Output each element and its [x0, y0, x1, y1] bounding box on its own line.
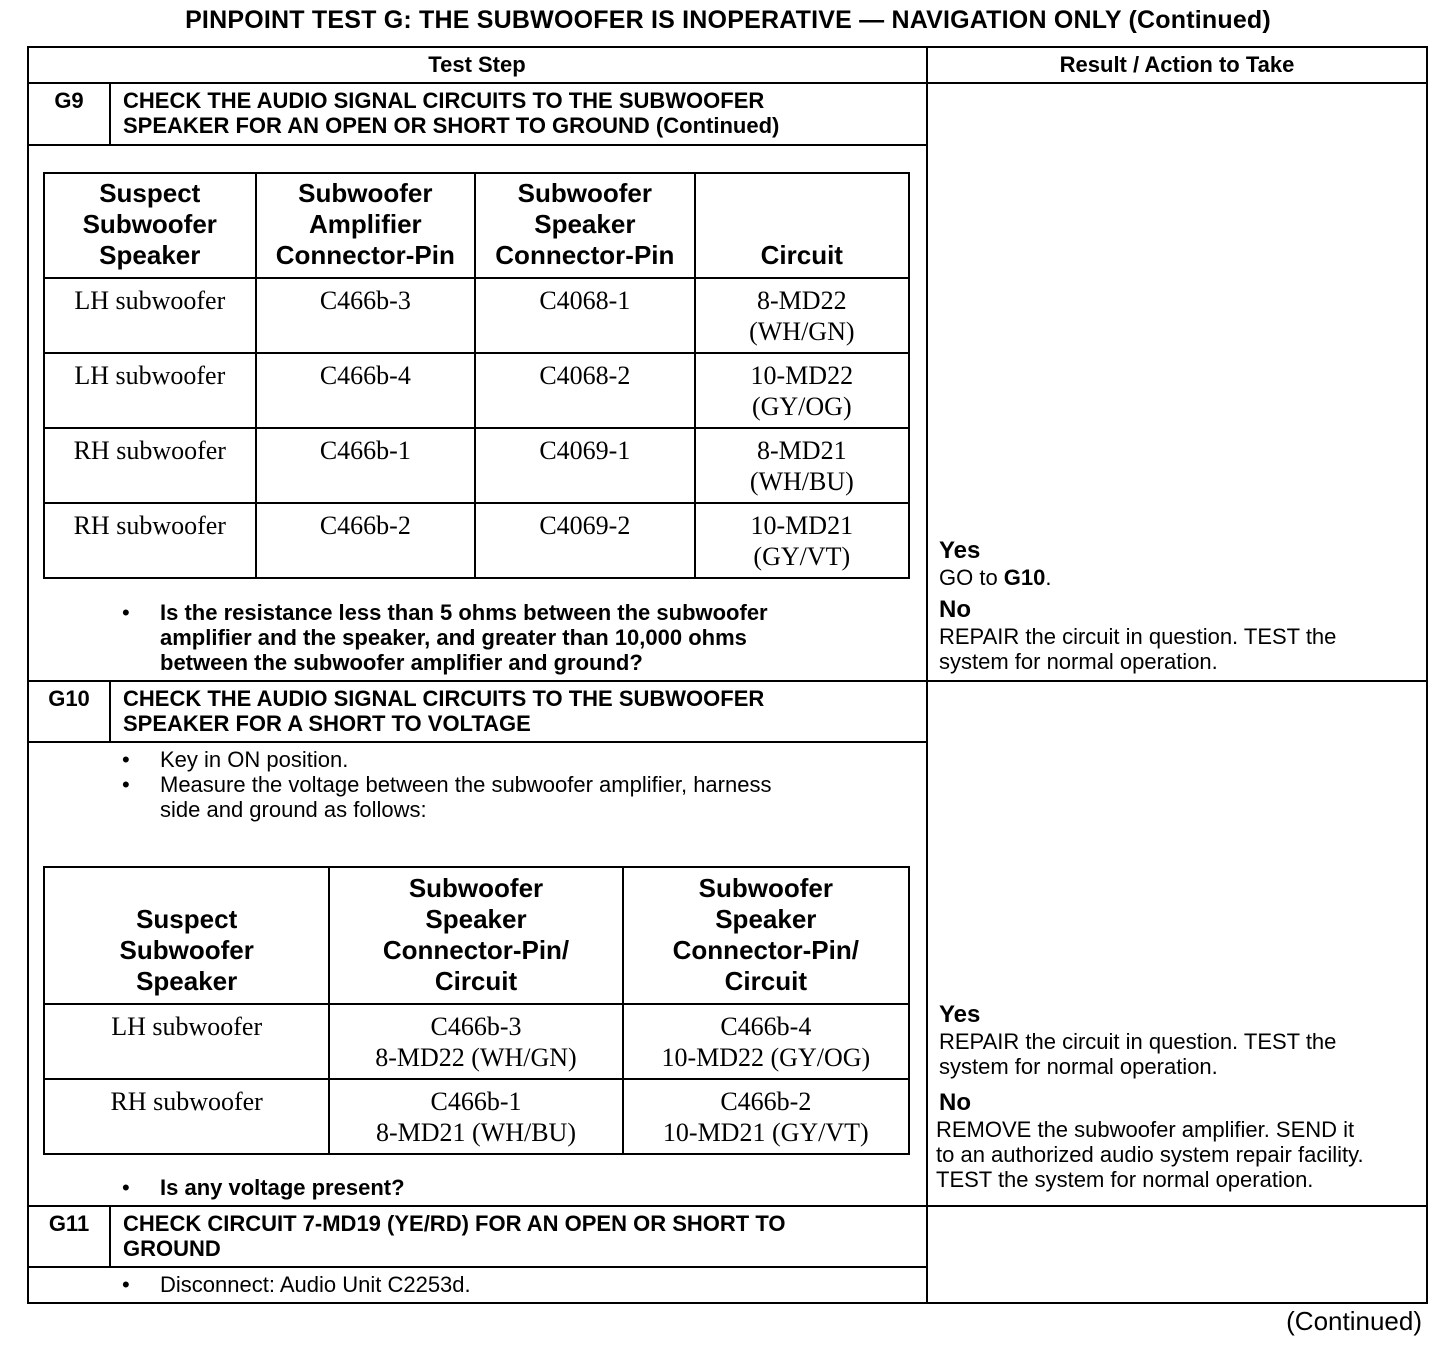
table-cell: C466b-4 [256, 353, 476, 428]
table-cell: LH subwoofer [44, 278, 256, 353]
g9-title-bottom [27, 144, 927, 146]
g9-no-action: REPAIR the circuit in question. TEST the system for normal operation. [939, 624, 1337, 674]
bullet: • [122, 747, 130, 772]
table-row [44, 1079, 909, 1154]
table-cell: 10-MD22 (GY/OG) [695, 353, 909, 428]
g9-title-line1: CHECK THE AUDIO SIGNAL CIRCUITS TO THE SUBWOOFER [123, 88, 765, 113]
step-number-g9: G9 [54, 88, 84, 113]
table-cell: 8-MD21 (WH/BU) [695, 428, 909, 503]
frame-left [27, 46, 29, 1304]
g10-title-bottom [27, 741, 927, 743]
table-row [44, 1004, 909, 1079]
g11-bullet-disconnect: Disconnect: Audio Unit C2253d. [160, 1272, 471, 1297]
g10-g11-divider [27, 1205, 1428, 1207]
table-cell: C466b-4 10-MD22 (GY/OG) [623, 1004, 909, 1079]
bullet: • [122, 600, 130, 625]
g9-resistance-table [43, 172, 910, 579]
g10-yes-label: Yes [939, 1001, 981, 1028]
g9-col-circuit: Circuit [695, 173, 909, 278]
g11-number-divider [109, 1206, 111, 1267]
frame-top [27, 46, 1428, 48]
g9-title-line2: SPEAKER FOR AN OPEN OR SHORT TO GROUND (Continued) [123, 113, 780, 138]
frame-column-divider [926, 46, 928, 1304]
table-cell: C466b-2 10-MD21 (GY/VT) [623, 1079, 909, 1154]
table-cell: RH subwoofer [44, 428, 256, 503]
table-cell: C466b-1 [256, 428, 476, 503]
table-row [44, 503, 909, 578]
g10-col-speaker-pin-2: Subwoofer Speaker Connector-Pin/ Circuit [623, 867, 909, 1004]
table-row [44, 428, 909, 503]
g10-number-divider [109, 681, 111, 742]
table-cell: C466b-3 [256, 278, 476, 353]
g11-title: CHECK CIRCUIT 7-MD19 (YE/RD) FOR AN OPEN OR SHORT TO GROUND [123, 1211, 786, 1261]
g10-yes-action: REPAIR the circuit in question. TEST the system for normal operation. [939, 1029, 1337, 1079]
header-test-step: Test Step [428, 52, 526, 77]
g9-yes-action: GO to G10. [939, 565, 1052, 590]
page-title: PINPOINT TEST G: THE SUBWOOFER IS INOPERATIVE — NAVIGATION ONLY (Continued) [185, 6, 1271, 34]
frame-bottom [27, 1302, 1428, 1304]
g9-result [939, 537, 1419, 674]
table-cell: 8-MD22 (WH/GN) [695, 278, 909, 353]
g10-bullet-key-on: Key in ON position. [160, 747, 349, 772]
g10-table-header-row [44, 867, 909, 1004]
table-cell: C4069-1 [475, 428, 695, 503]
g9-no-label: No [939, 596, 971, 623]
frame-right [1426, 46, 1428, 1304]
g10-col-suspect-speaker: Suspect Subwoofer Speaker [44, 867, 329, 1004]
g11-title-bottom [27, 1266, 927, 1268]
g9-title [123, 88, 923, 138]
g9-col-amplifier-pin: Subwoofer Amplifier Connector-Pin [256, 173, 476, 278]
bullet: • [122, 1175, 130, 1200]
continued-footer: (Continued) [1286, 1306, 1422, 1336]
g9-question: Is the resistance less than 5 ohms between the subwoofer amplifier and the speaker, and greater than 10,000 ohms between the subwoofer amplifier and ground? [160, 600, 768, 675]
frame-header-bottom [27, 82, 1428, 84]
g9-col-speaker-pin: Subwoofer Speaker Connector-Pin [475, 173, 695, 278]
table-cell: RH subwoofer [44, 1079, 329, 1154]
table-cell: C4069-2 [475, 503, 695, 578]
g10-voltage-table [43, 866, 910, 1155]
g10-no-action: REMOVE the subwoofer amplifier. SEND it to an authorized audio system repair facility. TEST the system for normal operation. [936, 1117, 1364, 1192]
bullet: • [122, 1272, 130, 1297]
table-cell: C466b-1 8-MD21 (WH/BU) [329, 1079, 622, 1154]
step-number-g10: G10 [48, 686, 90, 711]
g10-result [936, 1001, 1419, 1192]
g9-g10-divider [27, 680, 1428, 682]
table-cell: C466b-3 8-MD22 (WH/GN) [329, 1004, 622, 1079]
g9-number-divider [109, 83, 111, 145]
table-cell: C4068-2 [475, 353, 695, 428]
table-row [44, 278, 909, 353]
table-row [44, 353, 909, 428]
g10-bullet-measure: Measure the voltage between the subwoofer amplifier, harness side and ground as follows: [160, 772, 772, 822]
g10-question: Is any voltage present? [160, 1175, 405, 1200]
table-cell: C466b-2 [256, 503, 476, 578]
table-cell: C4068-1 [475, 278, 695, 353]
g10-col-speaker-pin-1: Subwoofer Speaker Connector-Pin/ Circuit [329, 867, 622, 1004]
table-cell: LH subwoofer [44, 1004, 329, 1079]
g10-title: CHECK THE AUDIO SIGNAL CIRCUITS TO THE SUBWOOFER SPEAKER FOR A SHORT TO VOLTAGE [123, 686, 765, 736]
table-cell: 10-MD21 (GY/VT) [695, 503, 909, 578]
table-cell: LH subwoofer [44, 353, 256, 428]
header-result: Result / Action to Take [1059, 52, 1295, 77]
step-number-g11: G11 [48, 1211, 90, 1236]
g9-yes-label: Yes [939, 537, 981, 564]
g10-no-label: No [939, 1089, 971, 1116]
table-cell: RH subwoofer [44, 503, 256, 578]
g9-col-suspect-speaker: Suspect Subwoofer Speaker [44, 173, 256, 278]
g9-table-header-row [44, 173, 909, 278]
bullet: • [122, 772, 130, 797]
